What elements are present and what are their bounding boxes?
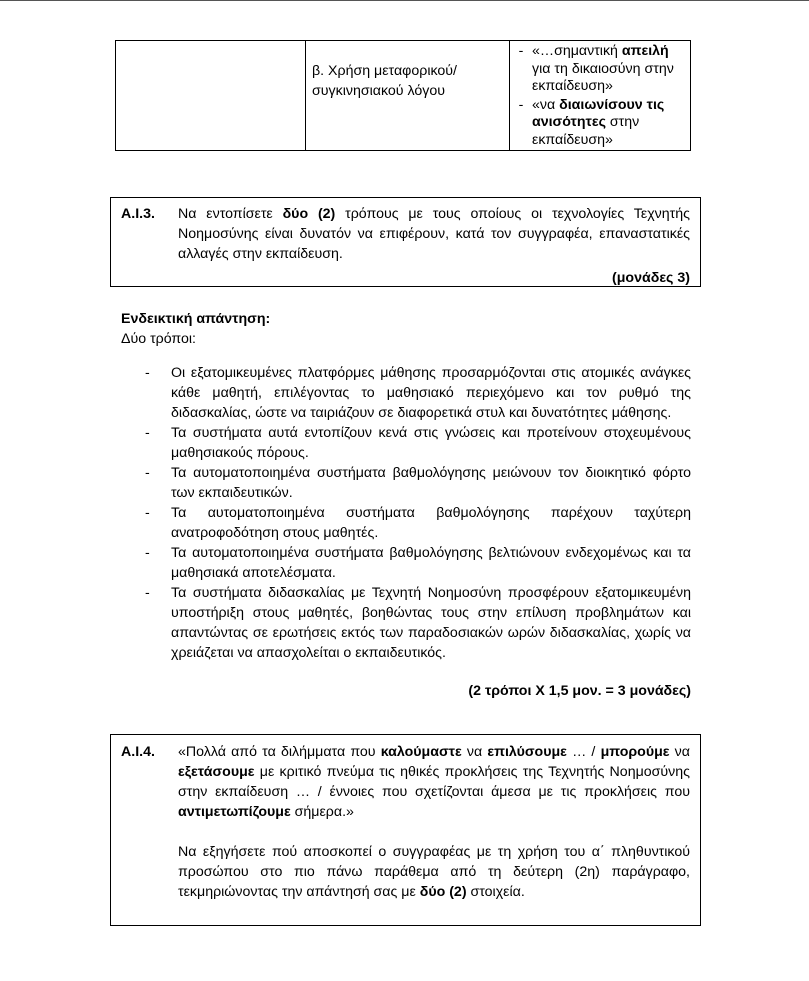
question-a13 <box>121 204 690 264</box>
dash-marker: - <box>145 365 150 381</box>
question-quote: «Πολλά από τα διλήμματα που καλούμαστε να επιλύσουμε … / μπορούμε να εξετάσουμε με κριτικό πνεύμα τις ηθικές προκλήσεις της Τεχνητής Νοημοσύνης στην εκπαίδευση … / έννοιες που σχετίζονται άμεσα με τις προκλήσεις που αντιμετωπίζουμε σήμερα.» <box>178 744 690 820</box>
quote-text: «να διαιωνίσουν τις ανισότητες στην εκπαίδευση» <box>532 96 665 148</box>
question-a13-box <box>110 197 701 287</box>
question-text: Να εντοπίσετε δύο (2) τρόπους με τους οποίους οι τεχνολογίες Τεχνητής Νοημοσύνης είναι δυνατόν να επιφέρουν, κατά τον συγγραφέα, επαναστατικές αλλαγές στην εκπαίδευση. <box>178 206 690 262</box>
answer-section <box>121 309 691 701</box>
dash-marker: - <box>518 96 524 113</box>
quote-item <box>510 43 686 96</box>
answer-scoring: (2 τρόποι Χ 1,5 μον. = 3 μονάδες) <box>468 683 691 699</box>
answer-intro: Δύο τρόποι: <box>121 331 197 347</box>
question-a14 <box>121 742 690 902</box>
answer-item-text: Τα αυτοματοποιημένα συστήματα βαθμολόγησης βελτιώνουν ενδεχομένως και τα μαθησιακά αποτελέσματα. <box>171 545 691 581</box>
question-marks: (μονάδες 3) <box>612 270 690 286</box>
answer-item-text: Τα αυτοματοποιημένα συστήματα βαθμολόγησης παρέχουν ταχύτερη ανατροφοδότηση στους μαθητές. <box>171 505 691 541</box>
answer-item <box>145 363 691 423</box>
dash-marker: - <box>145 545 150 561</box>
dash-marker: - <box>145 465 150 481</box>
question-a14-box <box>110 734 701 926</box>
dash-marker: - <box>145 585 150 601</box>
answer-item-text: Τα συστήματα διδασκαλίας με Τεχνητή Νοημοσύνη προσφέρουν εξατομικευμένη υποστήριξη στους μαθητές, βοηθώντας τους στην επίλυση προβλημάτων και απαντώντας σε ερωτήσεις εκτός των παραδοσιακών ωρών διδασκαλίας, χωρίς να χρειάζεται να απασχολείται ο εκπαιδευτικός. <box>171 585 691 661</box>
device-text: β. Χρήση μεταφορικού/συγκινησιακού λόγου <box>312 63 457 99</box>
dash-marker: - <box>145 505 150 521</box>
answer-item-text: Τα συστήματα αυτά εντοπίζουν κενά στις γνώσεις και προτείνουν στοχευμένους μαθησιακούς πόρους. <box>171 425 691 461</box>
question-label: Α.Ι.3. <box>121 206 155 222</box>
page-top-border <box>0 0 809 1</box>
answer-item <box>145 503 691 543</box>
answer-list <box>145 363 691 663</box>
dash-marker: - <box>145 425 150 441</box>
question-task: Να εξηγήσετε πού αποσκοπεί ο συγγραφέας με τη χρήση του α΄ πληθυντικού προσώπου στο πιο πάνω παράθεμα από τη δεύτερη (2η) παράγραφο, τεκμηριώνοντας την απάντησή σας με δύο (2) στοιχεία. <box>178 844 690 900</box>
table-device-cell <box>306 41 510 151</box>
answer-item <box>145 463 691 503</box>
answer-heading: Ενδεικτική απάντηση: <box>121 311 271 327</box>
answer-item <box>145 543 691 583</box>
figures-table <box>115 40 691 151</box>
answer-item <box>145 423 691 463</box>
answer-item-text: Οι εξατομικευμένες πλατφόρμες μάθησης προσαρμόζονται στις ατομικές ανάγκες κάθε μαθητή, επιλέγοντας το μαθησιακό περιεχόμενο και τον ρυθμό της διδασκαλίας, ώστε να ταιριάζουν σε διαφορετικά στυλ και δυνατότητες μάθησης. <box>171 365 691 421</box>
dash-marker: - <box>518 43 524 59</box>
quote-text: «…σημαντική απειλή για τη δικαιοσύνη στην εκπαίδευση» <box>532 43 674 94</box>
question-label: Α.Ι.4. <box>121 744 155 760</box>
answer-item-text: Τα αυτοματοποιημένα συστήματα βαθμολόγησης μειώνουν τον διοικητικό φόρτο των εκπαιδευτικών. <box>171 465 691 501</box>
quote-item <box>510 97 686 150</box>
answer-item <box>145 583 691 663</box>
table-empty-cell <box>116 41 306 151</box>
table-quotes-cell <box>510 41 691 151</box>
